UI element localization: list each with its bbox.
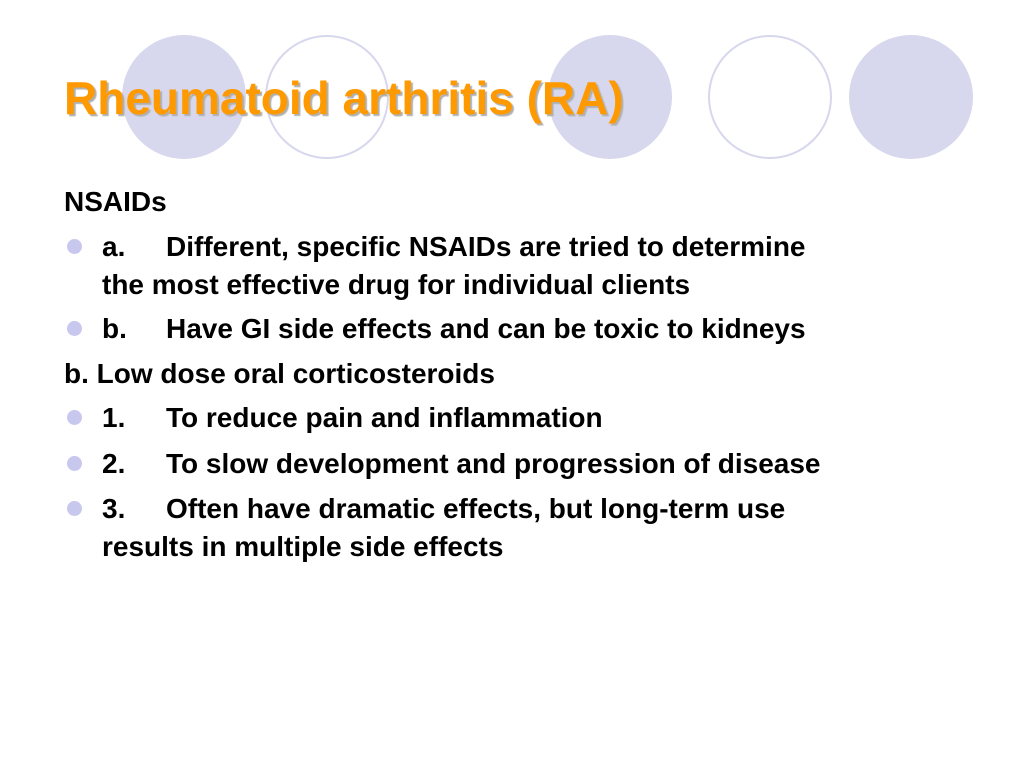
decor-circle-3 [849, 35, 973, 159]
list-item-2 [102, 447, 821, 481]
item-text: Have GI side effects and can be toxic to kidneys [166, 313, 806, 344]
item-marker: a. [102, 231, 126, 262]
bullet-icon [67, 456, 82, 471]
list-item-3 [102, 492, 785, 526]
bullet-icon [67, 239, 82, 254]
item-text: Different, specific NSAIDs are tried to determine [166, 231, 806, 262]
item-marker: b. [102, 313, 127, 344]
list-item-3-continuation: results in multiple side effects [102, 531, 504, 562]
bullet-icon [67, 321, 82, 336]
list-item-a [102, 230, 806, 264]
slide-title: Rheumatoid arthritis (RA) [64, 72, 624, 124]
item-marker: 1. [102, 402, 126, 433]
bullet-icon [67, 501, 82, 516]
bullet-icon [67, 410, 82, 425]
section-heading-nsaids: NSAIDs [64, 186, 167, 217]
item-text: Often have dramatic effects, but long-term use [166, 493, 786, 524]
list-item-a-continuation: the most effective drug for individual clients [102, 269, 691, 300]
list-item-b [102, 312, 806, 346]
item-marker: 3. [102, 493, 126, 524]
item-marker: 2. [102, 448, 126, 479]
list-item-1 [102, 401, 603, 435]
decor-ring-2 [708, 35, 832, 159]
item-text: To slow development and progression of disease [166, 448, 821, 479]
section-heading-corticosteroids: b. Low dose oral corticosteroids [64, 358, 495, 389]
item-text: To reduce pain and inflammation [166, 402, 603, 433]
